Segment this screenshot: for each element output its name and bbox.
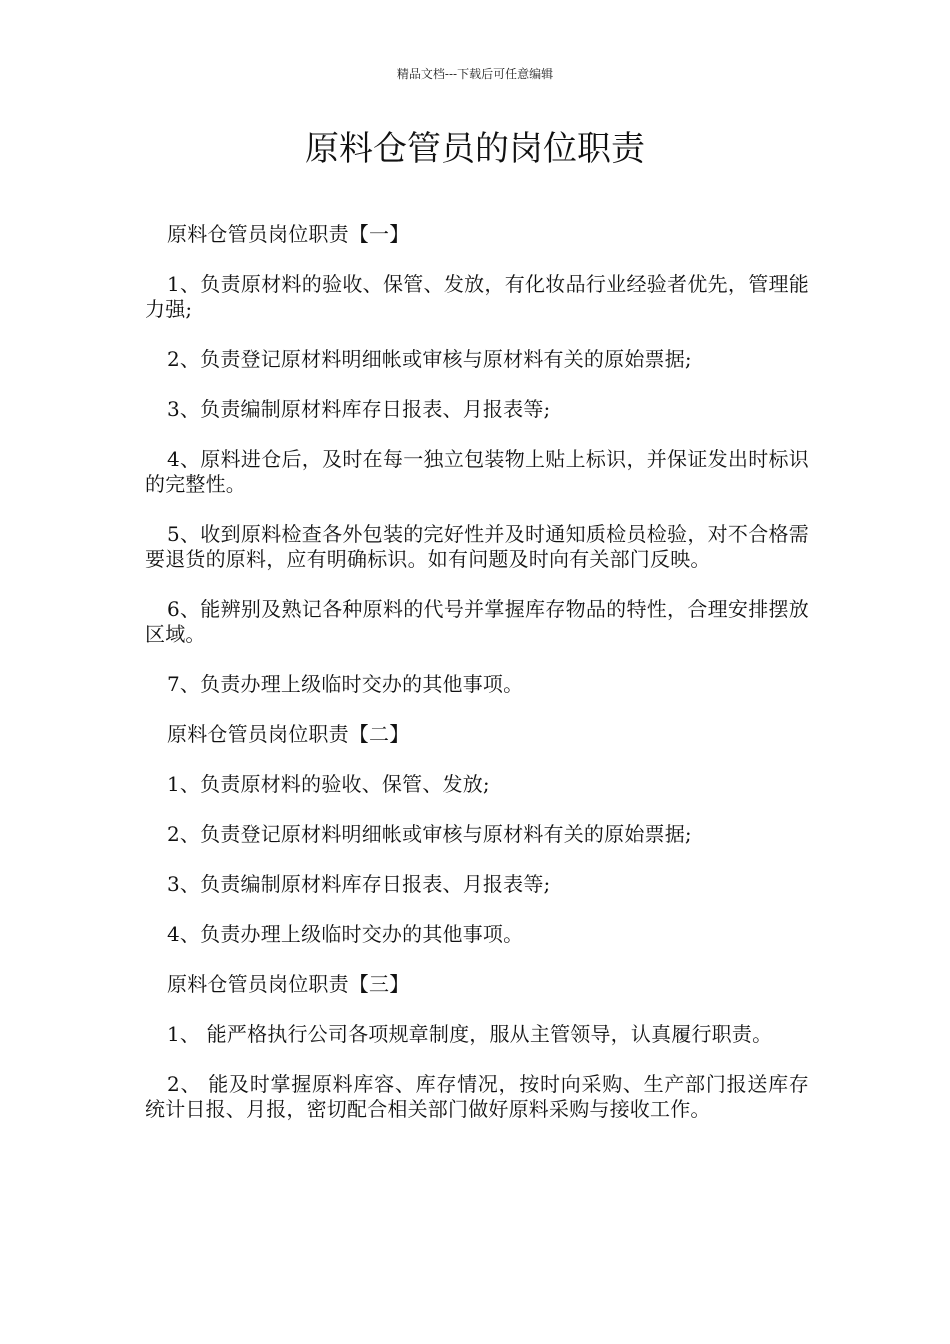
list-item: 2、负责登记原材料明细帐或审核与原材料有关的原始票据;	[167, 822, 692, 846]
list-item: 4、负责办理上级临时交办的其他事项。	[167, 922, 524, 946]
list-item: 3、负责编制原材料库存日报表、月报表等;	[167, 397, 551, 421]
list-item: 7、负责办理上级临时交办的其他事项。	[167, 672, 524, 696]
list-item: 4、原料进仓后，及时在每一独立包装物上贴上标识，并保证发出时标识的完整性。	[145, 447, 809, 496]
list-item: 3、负责编制原材料库存日报表、月报表等;	[167, 872, 551, 896]
list-item: 2、负责登记原材料明细帐或审核与原材料有关的原始票据;	[167, 347, 692, 371]
document-title: 原料仓管员的岗位职责	[305, 129, 645, 169]
list-item: 1、负责原材料的验收、保管、发放;	[167, 772, 490, 796]
header-note: 精品文档---下载后可任意编辑	[396, 67, 554, 81]
list-item: 2、 能及时掌握原料库容、库存情况，按时向采购、生产部门报送库存统计日报、月报，密切配合相关部门做好原料采购与接收工作。	[145, 1072, 809, 1121]
section-heading: 原料仓管员岗位职责【一】	[167, 222, 410, 246]
section-heading: 原料仓管员岗位职责【二】	[167, 722, 410, 746]
document-body	[145, 222, 809, 1147]
list-item: 6、能辨别及熟记各种原料的代号并掌握库存物品的特性，合理安排摆放区域。	[145, 597, 809, 646]
list-item: 5、收到原料检查各外包装的完好性并及时通知质检员检验，对不合格需要退货的原料，应有明确标识。如有问题及时向有关部门反映。	[145, 522, 809, 571]
list-item: 1、负责原材料的验收、保管、发放，有化妆品行业经验者优先，管理能力强;	[145, 272, 809, 321]
list-item: 1、 能严格执行公司各项规章制度，服从主管领导，认真履行职责。	[167, 1022, 773, 1046]
section-heading: 原料仓管员岗位职责【三】	[167, 972, 410, 996]
